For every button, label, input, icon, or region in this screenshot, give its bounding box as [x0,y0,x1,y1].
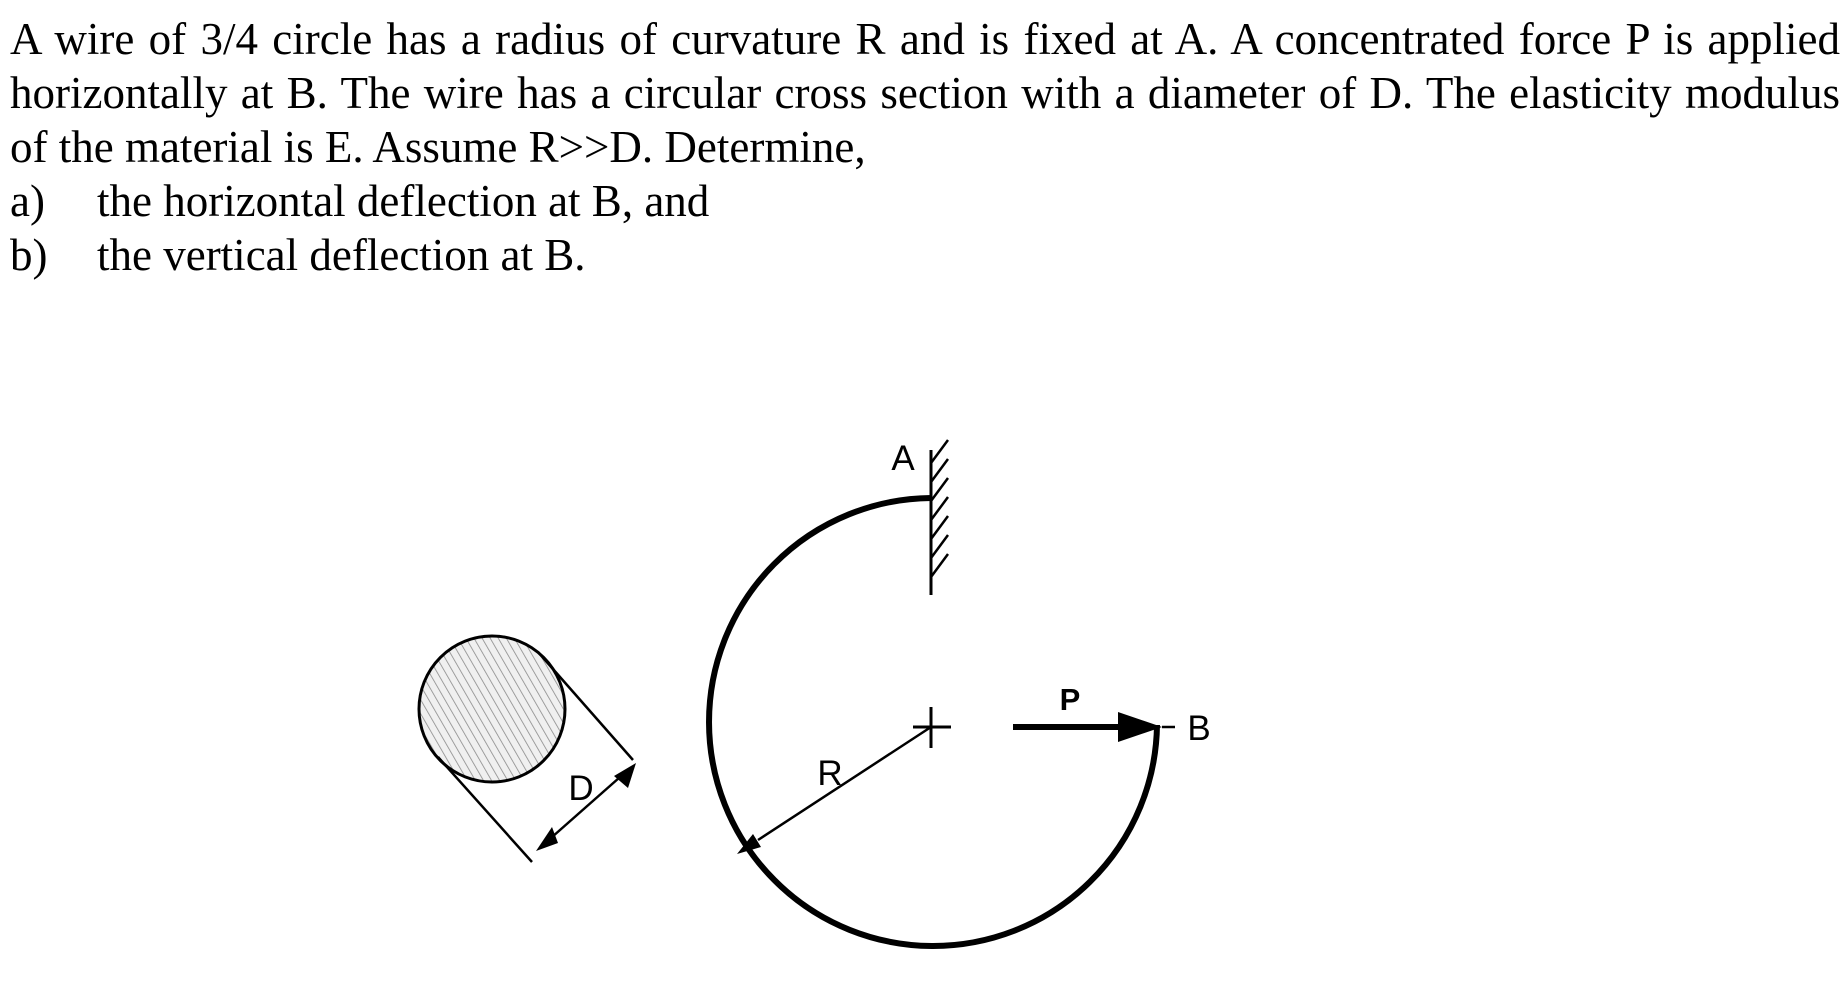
label-p: P [1059,682,1081,717]
question-a-label: a) [10,176,45,226]
problem-statement: A wire of 3/4 circle has a radius of curvature R and is fixed at A. A concentrated force P is applied horizontally at B. The wire has a circular cross section with a diameter of D. The elasticity modulus of the material is E. Assume R>>D. Determine, [10,14,1840,172]
question-a-text: the horizontal deflection at B, and [97,176,710,226]
label-d: D [568,769,594,808]
wire-arc [709,498,1157,946]
force-arrow [1013,712,1162,742]
cross-section [419,636,636,862]
label-a: A [891,439,915,478]
label-r: R [817,754,843,793]
question-b-label: b) [10,230,48,280]
center-mark [913,707,951,748]
question-b-text: the vertical deflection at B. [97,230,586,280]
fixed-support [931,440,948,595]
label-b: B [1187,709,1211,748]
